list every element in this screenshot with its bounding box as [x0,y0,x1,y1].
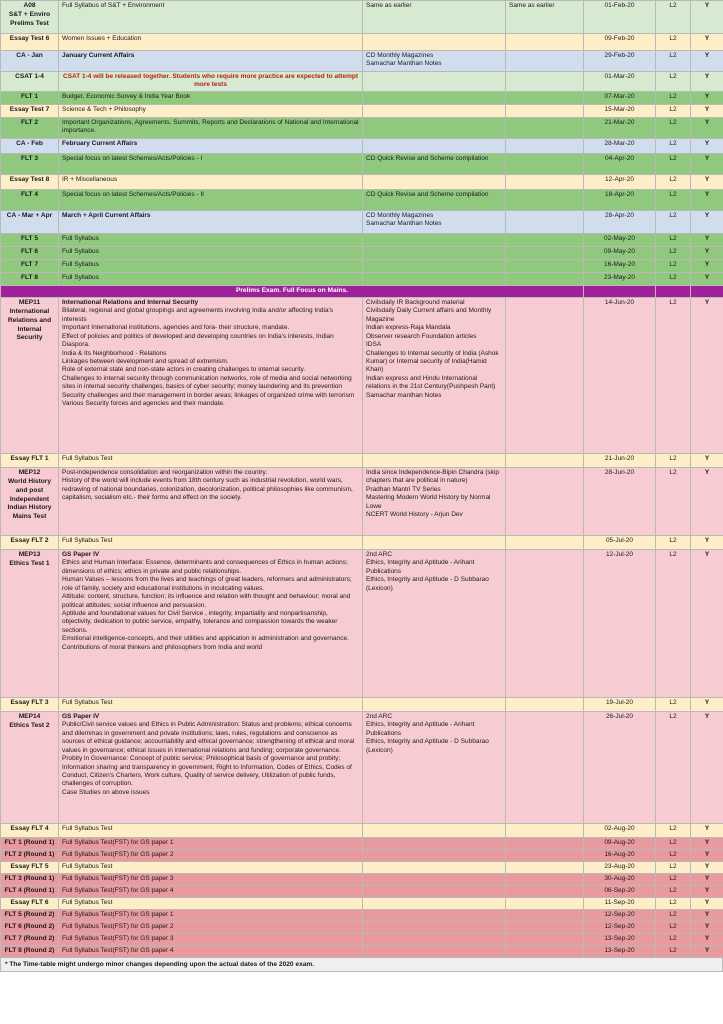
cell-release-flag: Y [691,933,723,945]
cell-test-name: A08 S&T + Enviro Prelims Test [1,1,59,34]
cell-extra-source [506,210,584,233]
cell-extra-source [506,861,584,873]
table-row [1,467,723,535]
cell-release-flag: Y [691,1,723,34]
cell-test-name: CA - Jan [1,51,59,72]
cell-source [363,861,506,873]
cell-release-flag: Y [691,909,723,921]
cell-level: L2 [656,837,691,849]
cell-syllabus: Important Organizations, Agreements, Summits, Reports and Declarations of National and International importance. [59,117,363,138]
table-row [1,210,723,233]
cell-extra-source [506,34,584,51]
cell-test-name: Essay FLT 3 [1,697,59,711]
cell-release-flag: Y [691,297,723,453]
cell-extra-source [506,909,584,921]
cell-extra-source [506,453,584,467]
cell-source [363,272,506,285]
cell-date: 13-Sep-20 [584,945,656,957]
cell-extra-source [506,885,584,897]
cell-date: 01-Feb-20 [584,1,656,34]
cell-extra-source [506,153,584,174]
cell-source [363,885,506,897]
cell-date: 15-Mar-20 [584,104,656,117]
cell-test-name: FLT 6 [1,246,59,259]
table-row [1,945,723,957]
cell-release-flag: Y [691,453,723,467]
cell-source: India since Independence-Bipin Chandra (skip chapters that are political in nature) Pradhan Mantri TV Series Mastering Modern World History by Normal Lowe NCERT World History - Arjun Dev [363,467,506,535]
cell-source: Same as earlier [363,1,506,34]
cell-release-flag: Y [691,861,723,873]
table-row [1,549,723,697]
table-row [1,91,723,104]
cell-source: CD Monthly Magazines Samachar Manthan Notes [363,51,506,72]
cell-extra-source [506,711,584,823]
cell-syllabus: Special focus on latest Schemes/Acts/Policies - I [59,153,363,174]
cell-extra-source [506,535,584,549]
cell-source [363,897,506,909]
table-row [1,535,723,549]
cell-level: L2 [656,34,691,51]
cell-level: L2 [656,153,691,174]
cell-source [363,138,506,153]
table-row [1,174,723,189]
cell-date: 18-Apr-20 [584,189,656,210]
cell-release-flag: Y [691,117,723,138]
cell-syllabus: Full Syllabus Test [59,897,363,909]
cell-level: L2 [656,897,691,909]
cell-test-name: FLT 6 (Round 2) [1,921,59,933]
cell-extra-source [506,873,584,885]
cell-test-name: Essay FLT 1 [1,453,59,467]
table-row [1,138,723,153]
cell-syllabus: Full Syllabus [59,272,363,285]
cell-test-name: FLT 8 [1,272,59,285]
table-row [1,104,723,117]
cell-release-flag: Y [691,189,723,210]
cell-syllabus: Full Syllabus Test [59,823,363,837]
cell-source [363,909,506,921]
cell-syllabus: Budget, Economic Survey & India Year Book [59,91,363,104]
cell-date: 02-Aug-20 [584,823,656,837]
cell-date: 26-Jul-20 [584,711,656,823]
cell-level: L2 [656,246,691,259]
cell-level: L2 [656,945,691,957]
cell-date: 01-Mar-20 [584,72,656,92]
cell-level: L2 [656,535,691,549]
cell-extra-source [506,549,584,697]
cell-source [363,91,506,104]
cell-syllabus: Full Syllabus Test(FST) for GS paper 3 [59,933,363,945]
cell-date: 13-Sep-20 [584,933,656,945]
cell-source [363,873,506,885]
cell-source [363,246,506,259]
cell-syllabus: Full Syllabus [59,246,363,259]
cell-syllabus: Full Syllabus Test [59,535,363,549]
cell-date: 28-Mar-20 [584,138,656,153]
cell-level: L2 [656,861,691,873]
cell-test-name: Essay FLT 5 [1,861,59,873]
cell-syllabus: February Current Affairs [59,138,363,153]
cell-level: L2 [656,272,691,285]
cell-extra-source [506,823,584,837]
cell-source [363,259,506,272]
prelims-banner-label: Prelims Exam. Full Focus on Mains. [1,285,584,297]
cell-syllabus: Full Syllabus Test(FST) for GS paper 3 [59,873,363,885]
cell-level: L2 [656,117,691,138]
cell-test-name: CSAT 1-4 [1,72,59,92]
cell-test-name: Essay Test 7 [1,104,59,117]
cell-level: L2 [656,453,691,467]
cell-date: 23-Aug-20 [584,861,656,873]
cell-syllabus: GS Paper IV Public/Civil service values and Ethics in Public Administration: Status and problems; ethical concerns and dilemmas in government and private institutions; laws, rules, regulations and conscience as sources of ethical guidance; accountability and ethical governance; strengthening of ethical and moral values in governance; ethical issues in international relations and funding; corporate governance. Probity in Governance: Concept of public service; Philosophical basis of governance and probity; Information sharing and transparency in government, Right to Information, Codes of Ethics, Codes of Conduct, Citizen's Charters, Work culture, Quality of service delivery, Utilization of public funds, challenges of corruption. Case Studies on above issues [59,711,363,823]
cell-extra-source [506,138,584,153]
cell-level: L2 [656,933,691,945]
cell-test-name: Essay FLT 2 [1,535,59,549]
cell-test-name: CA - Feb [1,138,59,153]
table-row [1,453,723,467]
cell-test-name: FLT 1 [1,91,59,104]
cell-extra-source [506,467,584,535]
table-row [1,272,723,285]
cell-syllabus: Full Syllabus Test(FST) for GS paper 1 [59,909,363,921]
cell-syllabus: IR + Miscellaneous [59,174,363,189]
cell-release-flag: Y [691,72,723,92]
cell-date: 29-Feb-20 [584,51,656,72]
cell-extra-source [506,246,584,259]
cell-source [363,945,506,957]
cell-date: 09-Aug-20 [584,837,656,849]
cell-date: 21-Jun-20 [584,453,656,467]
table-row [1,921,723,933]
cell-syllabus: Full Syllabus Test [59,861,363,873]
table-row [1,117,723,138]
cell-source [363,535,506,549]
cell-source [363,117,506,138]
cell-extra-source [506,297,584,453]
cell-release-flag: Y [691,921,723,933]
cell-level: L2 [656,51,691,72]
cell-release-flag: Y [691,259,723,272]
table-row [1,259,723,272]
table-row [1,823,723,837]
cell-source [363,174,506,189]
cell-level: L2 [656,909,691,921]
cell-source [363,849,506,861]
table-row [1,233,723,246]
table-row [1,711,723,823]
cell-syllabus: Full Syllabus of S&T + Environment [59,1,363,34]
cell-source: Civilsdaily IR Background material Civilsdaily Daily Current affairs and Monthly Magazine Indian express-Raja Mandala Observer research Foundation articles IDSA Challenges to Internal security of India (Ashok Kumar) or Internal security of India(Hamid Khan) Indian express and Hindu International relations in the 21st Century(Pushpesh Pant) Samachar manthan Notes [363,297,506,453]
banner-filler-cell [584,285,656,297]
cell-test-name: FLT 5 (Round 2) [1,909,59,921]
cell-level: L2 [656,210,691,233]
cell-release-flag: Y [691,711,723,823]
cell-extra-source [506,272,584,285]
cell-extra-source [506,921,584,933]
cell-date: 30-Aug-20 [584,873,656,885]
cell-syllabus: Special focus on latest Schemes/Acts/Policies - II [59,189,363,210]
cell-date: 23-May-20 [584,272,656,285]
cell-test-name: FLT 2 (Round 1) [1,849,59,861]
cell-source: CD Quick Revise and Scheme compilation [363,189,506,210]
table-row [1,897,723,909]
cell-date: 12-Apr-20 [584,174,656,189]
cell-date: 12-Sep-20 [584,921,656,933]
banner-filler-cell [656,285,691,297]
table-row [1,837,723,849]
cell-date: 28-Apr-20 [584,210,656,233]
cell-release-flag: Y [691,138,723,153]
cell-level: L2 [656,138,691,153]
cell-test-name: FLT 1 (Round 1) [1,837,59,849]
cell-test-name: FLT 7 (Round 2) [1,933,59,945]
table-row [1,72,723,92]
cell-source [363,34,506,51]
cell-extra-source [506,945,584,957]
cell-date: 07-Mar-20 [584,91,656,104]
cell-syllabus: Science & Tech + Philosophy [59,104,363,117]
cell-test-name: MEP14 Ethics Test 2 [1,711,59,823]
cell-level: L2 [656,921,691,933]
cell-extra-source [506,189,584,210]
cell-release-flag: Y [691,51,723,72]
cell-level: L2 [656,91,691,104]
cell-date: 21-Mar-20 [584,117,656,138]
cell-test-name: MEP13 Ethics Test 1 [1,549,59,697]
cell-syllabus: International Relations and Internal Security Bilateral, regional and global groupings and agreements involving India and/or affecting India's interests Important International institutions, agencies and fora- their structure, mandate. Effect of policies and politics of developed and developing countries on India's interests, Indian Diaspora. India & Its Neighborhood - Relations Linkages between development and spread of extremism. Role of external state and non-state actors in creating challenges to internal security. Challenges to internal security through communication networks, role of media and social networking sites in internal security challenges, basics of cyber security; money laundering and its prevention Security challenges and their management in border areas; linkages of organized crime with terrorism Various Security forces and agencies and their mandate. [59,297,363,453]
cell-extra-source [506,104,584,117]
cell-release-flag: Y [691,535,723,549]
cell-test-name: Essay Test 6 [1,34,59,51]
cell-source [363,72,506,92]
cell-syllabus: CSAT 1-4 will be released together. Students who require more practice are expected to attempt more tests [59,72,363,92]
cell-test-name: Essay Test 8 [1,174,59,189]
cell-extra-source [506,174,584,189]
cell-level: L2 [656,711,691,823]
cell-date: 02-May-20 [584,233,656,246]
table-row [1,153,723,174]
cell-date: 16-May-20 [584,259,656,272]
cell-release-flag: Y [691,897,723,909]
table-row [1,933,723,945]
cell-level: L2 [656,873,691,885]
cell-syllabus: Full Syllabus [59,233,363,246]
cell-syllabus: Post-independence consolidation and reorganization within the country. History of the world will include events from 18th century such as industrial revolution, world wars, redrawing of national boundaries, colonization, decolonization, political philosophies like communism, capitalism, socialism etc.- their forms and effect on the society. [59,467,363,535]
cell-syllabus: Full Syllabus Test(FST) for GS paper 4 [59,945,363,957]
cell-test-name: CA - Mar + Apr [1,210,59,233]
cell-syllabus: Full Syllabus Test(FST) for GS paper 2 [59,921,363,933]
cell-extra-source [506,697,584,711]
cell-level: L2 [656,72,691,92]
cell-extra-source [506,72,584,92]
cell-syllabus: Full Syllabus Test(FST) for GS paper 1 [59,837,363,849]
cell-source [363,233,506,246]
cell-source [363,697,506,711]
cell-extra-source [506,897,584,909]
cell-release-flag: Y [691,945,723,957]
cell-date: 12-Jul-20 [584,549,656,697]
cell-source [363,453,506,467]
cell-level: L2 [656,849,691,861]
cell-release-flag: Y [691,549,723,697]
cell-release-flag: Y [691,873,723,885]
cell-test-name: FLT 8 (Round 2) [1,945,59,957]
cell-source [363,837,506,849]
cell-release-flag: Y [691,34,723,51]
cell-syllabus: March + April Current Affairs [59,210,363,233]
cell-release-flag: Y [691,697,723,711]
cell-release-flag: Y [691,91,723,104]
cell-level: L2 [656,259,691,272]
cell-release-flag: Y [691,246,723,259]
banner-row [1,285,723,297]
cell-extra-source [506,233,584,246]
table-row [1,861,723,873]
cell-extra-source [506,51,584,72]
banner-filler-cell [691,285,723,297]
cell-date: 16-Aug-20 [584,849,656,861]
cell-level: L2 [656,467,691,535]
cell-test-name: FLT 3 [1,153,59,174]
cell-test-name: FLT 4 [1,189,59,210]
cell-release-flag: Y [691,233,723,246]
cell-level: L2 [656,697,691,711]
table-row [1,34,723,51]
table-row [1,885,723,897]
cell-test-name: FLT 7 [1,259,59,272]
cell-source: 2nd ARC Ethics, Integrity and Aptitude - Arihant Publications Ethics, Integrity and Aptitude - D Subbarao (Lexicon) [363,549,506,697]
cell-release-flag: Y [691,849,723,861]
cell-release-flag: Y [691,837,723,849]
cell-source: CD Monthly Magazines Samachar Manthan Notes [363,210,506,233]
cell-date: 05-Jul-20 [584,535,656,549]
cell-date: 28-Jun-20 [584,467,656,535]
table-row [1,697,723,711]
cell-syllabus: Full Syllabus Test(FST) for GS paper 2 [59,849,363,861]
cell-date: 06-Sep-20 [584,885,656,897]
cell-level: L2 [656,174,691,189]
table-row [1,873,723,885]
cell-release-flag: Y [691,153,723,174]
cell-release-flag: Y [691,885,723,897]
cell-syllabus: Full Syllabus Test [59,453,363,467]
cell-test-name: Essay FLT 6 [1,897,59,909]
cell-test-name: FLT 4 (Round 1) [1,885,59,897]
cell-extra-source [506,91,584,104]
cell-level: L2 [656,885,691,897]
cell-test-name: MEP11 International Relations and Internal Security [1,297,59,453]
table-row [1,849,723,861]
cell-extra-source [506,837,584,849]
cell-extra-source [506,933,584,945]
cell-date: 04-Apr-20 [584,153,656,174]
cell-source: CD Quick Revise and Scheme compilation [363,153,506,174]
cell-release-flag: Y [691,174,723,189]
cell-source [363,921,506,933]
cell-date: 09-May-20 [584,246,656,259]
cell-level: L2 [656,823,691,837]
cell-source [363,104,506,117]
cell-source [363,933,506,945]
cell-syllabus: Full Syllabus Test(FST) for GS paper 4 [59,885,363,897]
cell-release-flag: Y [691,104,723,117]
cell-level: L2 [656,549,691,697]
cell-date: 14-Jun-20 [584,297,656,453]
footnote: * The Time-table might undergo minor changes depending upon the actual dates of the 2020 exam. [0,958,723,972]
cell-extra-source [506,259,584,272]
cell-extra-source: Same as earlier [506,1,584,34]
cell-level: L2 [656,297,691,453]
table-row [1,1,723,34]
cell-test-name: FLT 3 (Round 1) [1,873,59,885]
cell-level: L2 [656,233,691,246]
cell-release-flag: Y [691,823,723,837]
table-row [1,246,723,259]
cell-date: 12-Sep-20 [584,909,656,921]
cell-release-flag: Y [691,210,723,233]
table-row [1,909,723,921]
cell-date: 09-Feb-20 [584,34,656,51]
cell-level: L2 [656,189,691,210]
cell-source: 2nd ARC Ethics, Integrity and Aptitude - Arihant Publications Ethics, Integrity and Aptitude - D Subbarao (Lexicon) [363,711,506,823]
cell-test-name: Essay FLT 4 [1,823,59,837]
cell-source [363,823,506,837]
cell-syllabus: Full Syllabus Test [59,697,363,711]
cell-extra-source [506,849,584,861]
table-row [1,51,723,72]
cell-test-name: FLT 5 [1,233,59,246]
cell-date: 11-Sep-20 [584,897,656,909]
table-row [1,189,723,210]
cell-syllabus: GS Paper IV Ethics and Human Interface: Essence, determinants and consequences of Ethics in human actions; dimensions of ethics; ethics in private and public relationships. Human Values – lessons from the lives and teachings of great leaders, reformers and administrators; role of family, society and educational institutions in inculcating values. Attitude: content, structure, function; its influence and relation with thought and behaviour; moral and political attitudes; social influence and persuasion. Aptitude and foundational values for Civil Service , integrity, impartiality and nonpartisanship, objectivity, dedication to public service, empathy, tolerance and compassion towards the weaker sections. Emotional intelligence-concepts, and their utilities and application in administration and governance. Contributions of moral thinkers and philosophers from India and world [59,549,363,697]
cell-date: 19-Jul-20 [584,697,656,711]
schedule-body [1,1,723,958]
table-row [1,297,723,453]
cell-syllabus: Women Issues + Education [59,34,363,51]
cell-syllabus: January Current Affairs [59,51,363,72]
cell-release-flag: Y [691,272,723,285]
cell-release-flag: Y [691,467,723,535]
cell-level: L2 [656,1,691,34]
cell-syllabus: Full Syllabus [59,259,363,272]
cell-extra-source [506,117,584,138]
cell-level: L2 [656,104,691,117]
cell-test-name: FLT 2 [1,117,59,138]
cell-test-name: MEP12 World History and post Independent Indian History Mains Test [1,467,59,535]
